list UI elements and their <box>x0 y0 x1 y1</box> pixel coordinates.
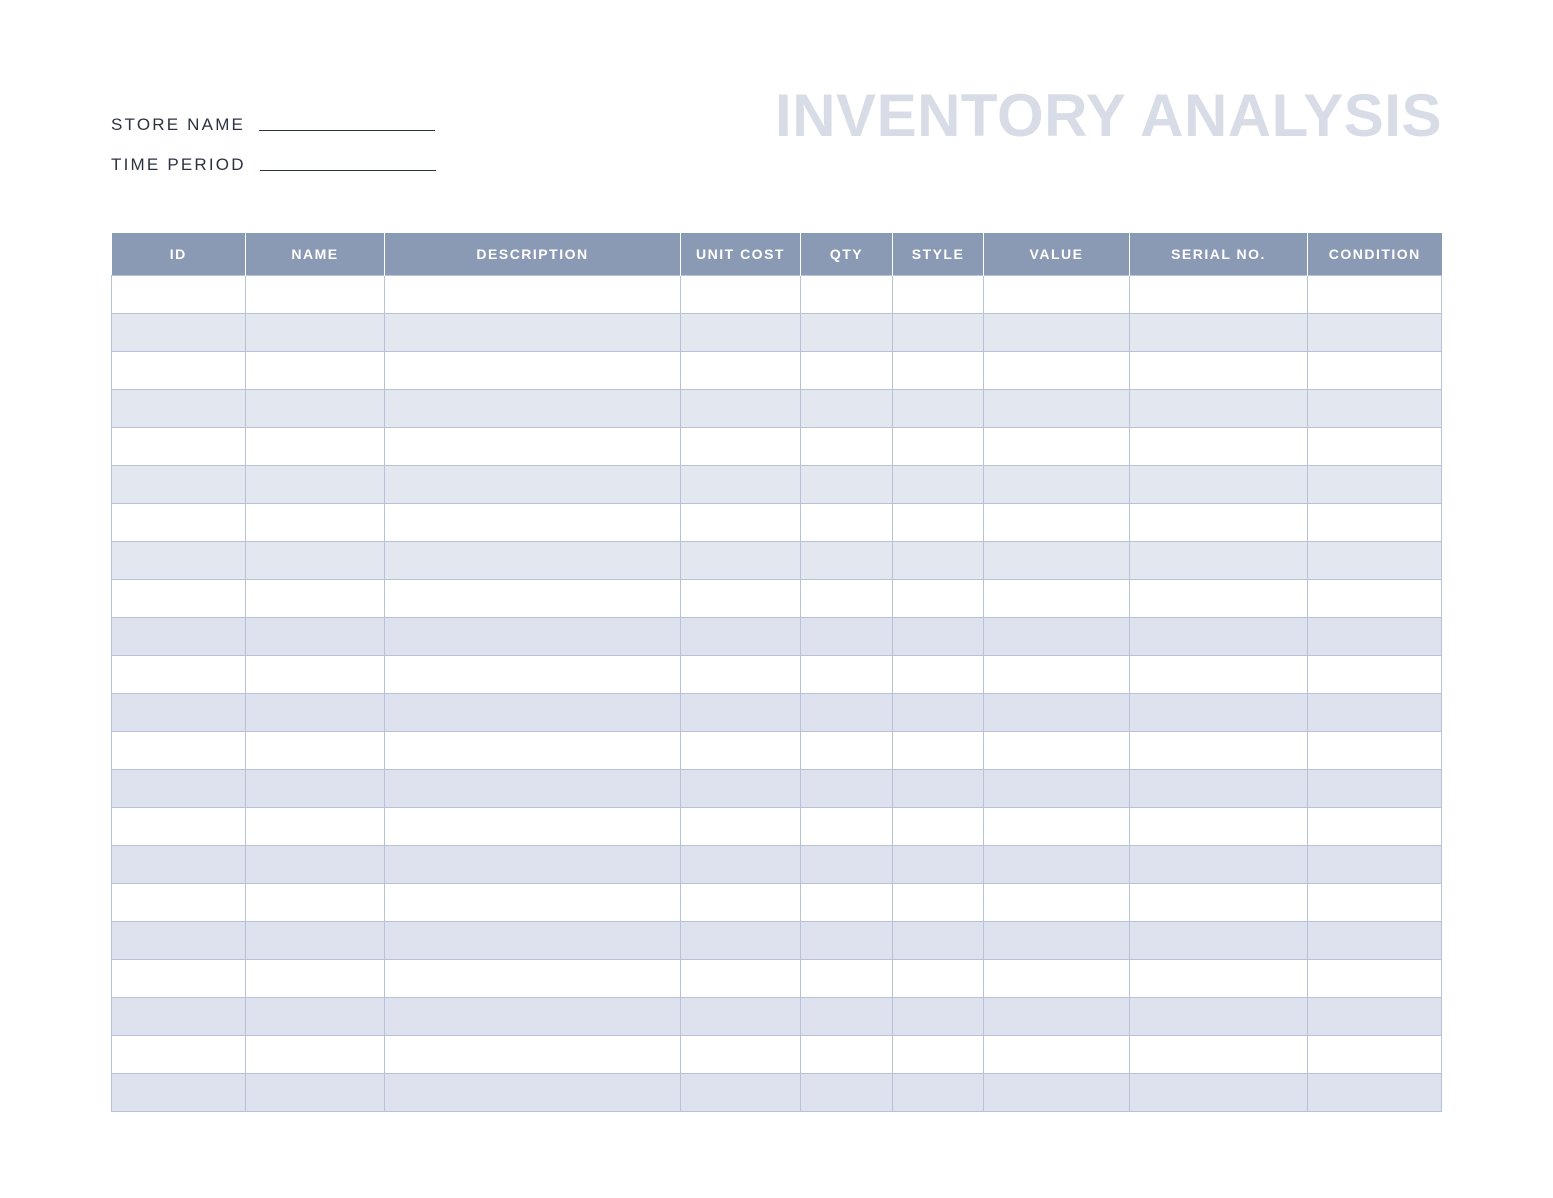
table-cell-unit_cost[interactable] <box>681 276 801 314</box>
table-cell-id[interactable] <box>112 504 246 542</box>
table-cell-value[interactable] <box>984 1074 1130 1112</box>
table-cell-name[interactable] <box>246 656 385 694</box>
table-cell-name[interactable] <box>246 580 385 618</box>
table-cell-serial_no[interactable] <box>1130 1074 1308 1112</box>
table-cell-name[interactable] <box>246 998 385 1036</box>
table-cell-serial_no[interactable] <box>1130 922 1308 960</box>
table-cell-value[interactable] <box>984 466 1130 504</box>
table-cell-value[interactable] <box>984 884 1130 922</box>
table-cell-qty[interactable] <box>801 732 893 770</box>
table-cell-id[interactable] <box>112 618 246 656</box>
column-header-value: VALUE <box>984 233 1130 276</box>
table-cell-style[interactable] <box>893 694 984 732</box>
document-header <box>111 82 1442 196</box>
table-row <box>112 1074 1442 1112</box>
table-cell-description[interactable] <box>385 808 681 846</box>
table-cell-id[interactable] <box>112 998 246 1036</box>
table-cell-condition[interactable] <box>1308 276 1442 314</box>
table-cell-description[interactable] <box>385 390 681 428</box>
table-cell-unit_cost[interactable] <box>681 352 801 390</box>
table-cell-unit_cost[interactable] <box>681 504 801 542</box>
table-cell-id[interactable] <box>112 276 246 314</box>
table-cell-style[interactable] <box>893 352 984 390</box>
table-cell-condition[interactable] <box>1308 998 1442 1036</box>
table-cell-value[interactable] <box>984 656 1130 694</box>
table-cell-style[interactable] <box>893 884 984 922</box>
table-cell-qty[interactable] <box>801 884 893 922</box>
table-cell-style[interactable] <box>893 314 984 352</box>
table-cell-value[interactable] <box>984 390 1130 428</box>
table-cell-unit_cost[interactable] <box>681 428 801 466</box>
table-cell-description[interactable] <box>385 960 681 998</box>
table-cell-description[interactable] <box>385 542 681 580</box>
table-cell-qty[interactable] <box>801 276 893 314</box>
table-cell-unit_cost[interactable] <box>681 618 801 656</box>
table-cell-unit_cost[interactable] <box>681 466 801 504</box>
table-cell-condition[interactable] <box>1308 352 1442 390</box>
table-cell-serial_no[interactable] <box>1130 542 1308 580</box>
table-cell-id[interactable] <box>112 656 246 694</box>
table-cell-value[interactable] <box>984 846 1130 884</box>
table-cell-unit_cost[interactable] <box>681 1036 801 1074</box>
table-cell-style[interactable] <box>893 656 984 694</box>
store-name-field <box>111 96 531 136</box>
table-row <box>112 656 1442 694</box>
table-cell-id[interactable] <box>112 808 246 846</box>
table-row <box>112 504 1442 542</box>
table-cell-unit_cost[interactable] <box>681 960 801 998</box>
table-cell-condition[interactable] <box>1308 314 1442 352</box>
table-cell-style[interactable] <box>893 390 984 428</box>
table-cell-serial_no[interactable] <box>1130 770 1308 808</box>
table-cell-serial_no[interactable] <box>1130 998 1308 1036</box>
table-cell-condition[interactable] <box>1308 960 1442 998</box>
table-cell-style[interactable] <box>893 846 984 884</box>
table-cell-qty[interactable] <box>801 922 893 960</box>
table-header <box>112 233 1442 276</box>
table-cell-id[interactable] <box>112 580 246 618</box>
table-row <box>112 998 1442 1036</box>
table-cell-style[interactable] <box>893 732 984 770</box>
table-cell-qty[interactable] <box>801 1036 893 1074</box>
column-header-serial-no: SERIAL NO. <box>1130 233 1308 276</box>
table-row <box>112 960 1442 998</box>
table-cell-serial_no[interactable] <box>1130 846 1308 884</box>
table-cell-style[interactable] <box>893 580 984 618</box>
table-cell-id[interactable] <box>112 390 246 428</box>
table-cell-style[interactable] <box>893 960 984 998</box>
table-cell-value[interactable] <box>984 314 1130 352</box>
table-row <box>112 352 1442 390</box>
table-cell-serial_no[interactable] <box>1130 504 1308 542</box>
table-cell-unit_cost[interactable] <box>681 542 801 580</box>
table-cell-description[interactable] <box>385 504 681 542</box>
table-cell-condition[interactable] <box>1308 1036 1442 1074</box>
column-header-description: DESCRIPTION <box>385 233 681 276</box>
table-row <box>112 1036 1442 1074</box>
table-cell-qty[interactable] <box>801 694 893 732</box>
table-cell-value[interactable] <box>984 732 1130 770</box>
table-cell-serial_no[interactable] <box>1130 884 1308 922</box>
table-cell-qty[interactable] <box>801 466 893 504</box>
table-cell-description[interactable] <box>385 618 681 656</box>
table-row <box>112 580 1442 618</box>
table-cell-id[interactable] <box>112 542 246 580</box>
table-cell-serial_no[interactable] <box>1130 276 1308 314</box>
time-period-field <box>111 136 531 176</box>
time-period-label: TIME PERIOD <box>111 155 246 174</box>
store-name-label: STORE NAME <box>111 115 246 134</box>
inventory-table <box>111 233 1442 1112</box>
table-cell-name[interactable] <box>246 694 385 732</box>
table-row <box>112 808 1442 846</box>
table-cell-value[interactable] <box>984 276 1130 314</box>
table-cell-description[interactable] <box>385 352 681 390</box>
table-cell-style[interactable] <box>893 922 984 960</box>
table-cell-id[interactable] <box>112 884 246 922</box>
table-cell-qty[interactable] <box>801 770 893 808</box>
table-cell-description[interactable] <box>385 770 681 808</box>
table-cell-style[interactable] <box>893 808 984 846</box>
table-cell-condition[interactable] <box>1308 504 1442 542</box>
table-cell-unit_cost[interactable] <box>681 770 801 808</box>
table-cell-serial_no[interactable] <box>1130 960 1308 998</box>
table-row <box>112 732 1442 770</box>
table-cell-value[interactable] <box>984 960 1130 998</box>
table-cell-description[interactable] <box>385 922 681 960</box>
table-cell-condition[interactable] <box>1308 390 1442 428</box>
table-row <box>112 390 1442 428</box>
table-cell-id[interactable] <box>112 466 246 504</box>
table-cell-description[interactable] <box>385 846 681 884</box>
table-cell-value[interactable] <box>984 808 1130 846</box>
table-cell-style[interactable] <box>893 1036 984 1074</box>
table-row <box>112 694 1442 732</box>
table-cell-id[interactable] <box>112 846 246 884</box>
table-cell-value[interactable] <box>984 428 1130 466</box>
table-cell-qty[interactable] <box>801 618 893 656</box>
table-cell-qty[interactable] <box>801 580 893 618</box>
table-cell-value[interactable] <box>984 352 1130 390</box>
table-cell-name[interactable] <box>246 884 385 922</box>
table-row <box>112 618 1442 656</box>
table-cell-description[interactable] <box>385 276 681 314</box>
table-cell-condition[interactable] <box>1308 542 1442 580</box>
table-cell-name[interactable] <box>246 1036 385 1074</box>
table-cell-name[interactable] <box>246 428 385 466</box>
table-cell-qty[interactable] <box>801 542 893 580</box>
table-cell-name[interactable] <box>246 1074 385 1112</box>
table-cell-id[interactable] <box>112 1036 246 1074</box>
table-cell-qty[interactable] <box>801 390 893 428</box>
table-cell-unit_cost[interactable] <box>681 656 801 694</box>
table-cell-qty[interactable] <box>801 1074 893 1112</box>
table-row <box>112 922 1442 960</box>
table-cell-condition[interactable] <box>1308 618 1442 656</box>
table-row <box>112 884 1442 922</box>
table-cell-qty[interactable] <box>801 808 893 846</box>
table-cell-value[interactable] <box>984 504 1130 542</box>
table-cell-unit_cost[interactable] <box>681 846 801 884</box>
table-cell-condition[interactable] <box>1308 884 1442 922</box>
column-header-style: STYLE <box>893 233 984 276</box>
table-cell-style[interactable] <box>893 998 984 1036</box>
table-cell-value[interactable] <box>984 1036 1130 1074</box>
table-cell-unit_cost[interactable] <box>681 998 801 1036</box>
table-cell-name[interactable] <box>246 352 385 390</box>
table-cell-condition[interactable] <box>1308 922 1442 960</box>
table-cell-unit_cost[interactable] <box>681 922 801 960</box>
table-cell-serial_no[interactable] <box>1130 352 1308 390</box>
column-header-qty: QTY <box>801 233 893 276</box>
table-cell-style[interactable] <box>893 428 984 466</box>
table-cell-unit_cost[interactable] <box>681 694 801 732</box>
table-cell-description[interactable] <box>385 1036 681 1074</box>
table-cell-serial_no[interactable] <box>1130 618 1308 656</box>
table-cell-condition[interactable] <box>1308 732 1442 770</box>
table-cell-value[interactable] <box>984 770 1130 808</box>
table-cell-style[interactable] <box>893 770 984 808</box>
table-cell-description[interactable] <box>385 466 681 504</box>
table-row <box>112 542 1442 580</box>
table-cell-name[interactable] <box>246 542 385 580</box>
table-cell-condition[interactable] <box>1308 656 1442 694</box>
table-cell-id[interactable] <box>112 314 246 352</box>
table-cell-value[interactable] <box>984 542 1130 580</box>
table-cell-style[interactable] <box>893 276 984 314</box>
table-cell-id[interactable] <box>112 770 246 808</box>
table-cell-description[interactable] <box>385 428 681 466</box>
table-cell-value[interactable] <box>984 998 1130 1036</box>
table-cell-unit_cost[interactable] <box>681 884 801 922</box>
table-cell-style[interactable] <box>893 618 984 656</box>
column-header-id: ID <box>112 233 246 276</box>
table-cell-style[interactable] <box>893 466 984 504</box>
table-row <box>112 770 1442 808</box>
table-cell-serial_no[interactable] <box>1130 1036 1308 1074</box>
table-cell-unit_cost[interactable] <box>681 1074 801 1112</box>
table-cell-serial_no[interactable] <box>1130 580 1308 618</box>
time-period-input[interactable] <box>260 169 436 171</box>
header-fields <box>111 96 531 176</box>
table-cell-condition[interactable] <box>1308 846 1442 884</box>
table-cell-name[interactable] <box>246 846 385 884</box>
table-cell-qty[interactable] <box>801 428 893 466</box>
table-cell-qty[interactable] <box>801 352 893 390</box>
table-cell-id[interactable] <box>112 960 246 998</box>
table-cell-description[interactable] <box>385 884 681 922</box>
table-cell-description[interactable] <box>385 1074 681 1112</box>
table-cell-qty[interactable] <box>801 504 893 542</box>
table-cell-name[interactable] <box>246 276 385 314</box>
table-cell-serial_no[interactable] <box>1130 694 1308 732</box>
table-cell-condition[interactable] <box>1308 1074 1442 1112</box>
store-name-input[interactable] <box>259 129 435 131</box>
table-cell-condition[interactable] <box>1308 694 1442 732</box>
table-cell-name[interactable] <box>246 314 385 352</box>
table-cell-id[interactable] <box>112 732 246 770</box>
table-cell-description[interactable] <box>385 998 681 1036</box>
table-row <box>112 846 1442 884</box>
table-cell-id[interactable] <box>112 922 246 960</box>
table-cell-qty[interactable] <box>801 846 893 884</box>
table-cell-serial_no[interactable] <box>1130 428 1308 466</box>
inventory-table-container <box>111 233 1441 1112</box>
table-cell-unit_cost[interactable] <box>681 580 801 618</box>
table-cell-name[interactable] <box>246 390 385 428</box>
table-cell-qty[interactable] <box>801 960 893 998</box>
table-cell-serial_no[interactable] <box>1130 732 1308 770</box>
table-cell-id[interactable] <box>112 694 246 732</box>
table-cell-condition[interactable] <box>1308 580 1442 618</box>
table-cell-description[interactable] <box>385 656 681 694</box>
table-cell-unit_cost[interactable] <box>681 732 801 770</box>
table-row <box>112 428 1442 466</box>
table-cell-name[interactable] <box>246 960 385 998</box>
table-cell-value[interactable] <box>984 580 1130 618</box>
page-title: INVENTORY ANALYSIS <box>775 82 1442 149</box>
table-row <box>112 276 1442 314</box>
table-row <box>112 314 1442 352</box>
table-cell-style[interactable] <box>893 1074 984 1112</box>
table-cell-id[interactable] <box>112 428 246 466</box>
table-cell-serial_no[interactable] <box>1130 390 1308 428</box>
table-cell-description[interactable] <box>385 314 681 352</box>
table-body <box>112 276 1442 1112</box>
column-header-name: NAME <box>246 233 385 276</box>
table-header-row <box>112 233 1442 276</box>
table-row <box>112 466 1442 504</box>
table-cell-serial_no[interactable] <box>1130 466 1308 504</box>
table-cell-condition[interactable] <box>1308 808 1442 846</box>
table-cell-name[interactable] <box>246 922 385 960</box>
table-cell-value[interactable] <box>984 922 1130 960</box>
table-cell-condition[interactable] <box>1308 466 1442 504</box>
table-cell-qty[interactable] <box>801 656 893 694</box>
table-cell-serial_no[interactable] <box>1130 656 1308 694</box>
table-cell-name[interactable] <box>246 504 385 542</box>
column-header-unit-cost: UNIT COST <box>681 233 801 276</box>
table-cell-name[interactable] <box>246 618 385 656</box>
table-cell-condition[interactable] <box>1308 770 1442 808</box>
table-cell-description[interactable] <box>385 694 681 732</box>
table-cell-qty[interactable] <box>801 314 893 352</box>
table-cell-unit_cost[interactable] <box>681 808 801 846</box>
table-cell-serial_no[interactable] <box>1130 314 1308 352</box>
table-cell-style[interactable] <box>893 542 984 580</box>
table-cell-name[interactable] <box>246 808 385 846</box>
table-cell-value[interactable] <box>984 694 1130 732</box>
table-cell-unit_cost[interactable] <box>681 314 801 352</box>
table-cell-id[interactable] <box>112 1074 246 1112</box>
table-cell-unit_cost[interactable] <box>681 390 801 428</box>
table-cell-description[interactable] <box>385 732 681 770</box>
column-header-condition: CONDITION <box>1308 233 1442 276</box>
table-cell-qty[interactable] <box>801 998 893 1036</box>
table-cell-name[interactable] <box>246 770 385 808</box>
table-cell-value[interactable] <box>984 618 1130 656</box>
table-cell-name[interactable] <box>246 466 385 504</box>
table-cell-id[interactable] <box>112 352 246 390</box>
table-cell-condition[interactable] <box>1308 428 1442 466</box>
table-cell-name[interactable] <box>246 732 385 770</box>
table-cell-description[interactable] <box>385 580 681 618</box>
table-cell-style[interactable] <box>893 504 984 542</box>
table-cell-serial_no[interactable] <box>1130 808 1308 846</box>
